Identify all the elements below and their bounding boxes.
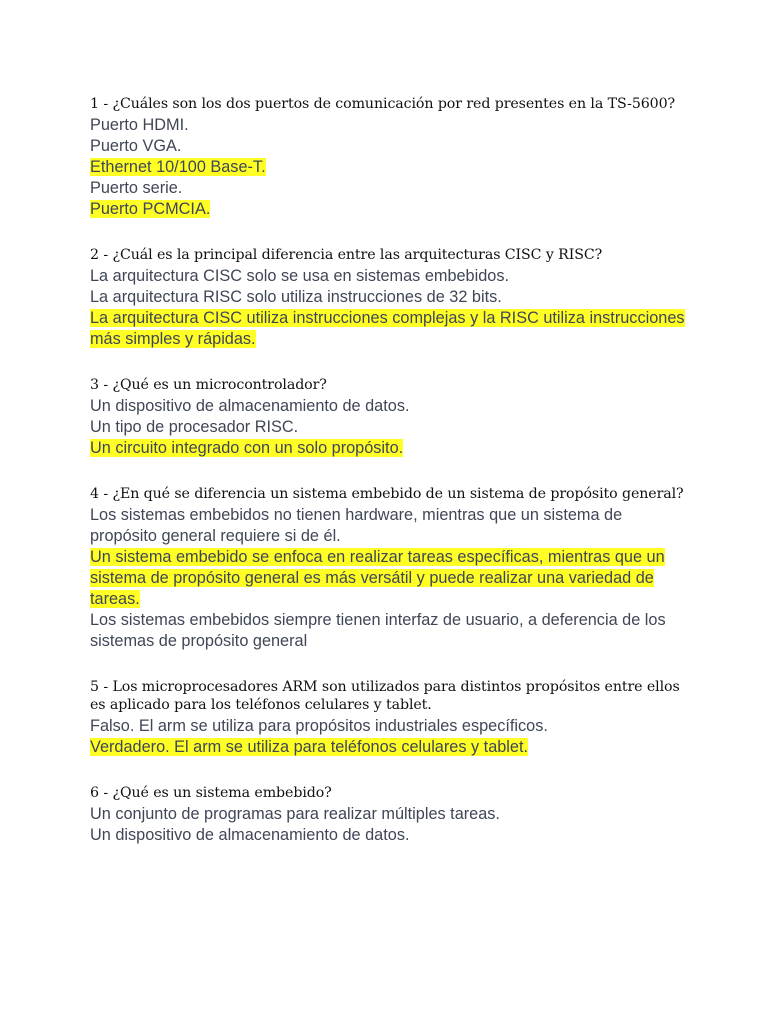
answer-option[interactable] — [90, 178, 690, 199]
answer-option-text: Un circuito integrado con un solo propósito. — [90, 439, 404, 457]
answer-option[interactable] — [90, 716, 690, 737]
answer-option-text: Un dispositivo de almacenamiento de datos. — [90, 826, 410, 844]
question-block-1 — [90, 95, 690, 220]
answer-options — [90, 505, 690, 652]
answer-option-highlighted[interactable] — [90, 438, 690, 459]
answer-option-highlighted[interactable] — [90, 157, 690, 178]
answer-option-highlighted[interactable] — [90, 199, 690, 220]
answer-option-highlighted[interactable] — [90, 737, 690, 758]
answer-option[interactable] — [90, 417, 690, 438]
answer-option-text: Ethernet 10/100 Base-T. — [90, 158, 266, 176]
answer-option-highlighted[interactable] — [90, 308, 690, 350]
answer-option[interactable] — [90, 115, 690, 136]
answer-option-text: Verdadero. El arm se utiliza para teléfonos celulares y tablet. — [90, 738, 529, 756]
document-page — [90, 95, 690, 872]
question-block-3 — [90, 376, 690, 459]
answer-options — [90, 266, 690, 350]
answer-option[interactable] — [90, 610, 690, 652]
question-block-5 — [90, 678, 690, 758]
question-block-2 — [90, 246, 690, 350]
answer-option-text: Puerto PCMCIA. — [90, 200, 211, 218]
answer-option-text: Un tipo de procesador RISC. — [90, 418, 299, 436]
answer-option[interactable] — [90, 505, 690, 547]
answer-option-text: Un dispositivo de almacenamiento de datos. — [90, 397, 410, 415]
answer-option[interactable] — [90, 136, 690, 157]
question-text: 1 - ¿Cuáles son los dos puertos de comunicación por red presentes en la TS-5600? — [90, 96, 676, 112]
answer-option[interactable] — [90, 396, 690, 417]
answer-options — [90, 115, 690, 220]
question-text: 5 - Los microprocesadores ARM son utilizados para distintos propósitos entre ellos es aplicado para los teléfonos celulares y tablet. — [90, 679, 680, 713]
answer-option-text: La arquitectura CISC utiliza instrucciones complejas y la RISC utiliza instrucciones más simples y rápidas. — [90, 309, 685, 348]
answer-option-text: Un conjunto de programas para realizar múltiples tareas. — [90, 805, 500, 823]
question-block-6 — [90, 784, 690, 846]
answer-option[interactable] — [90, 266, 690, 287]
answer-option-text: Puerto VGA. — [90, 137, 182, 155]
answer-option-highlighted[interactable] — [90, 547, 690, 610]
answer-option-text: La arquitectura CISC solo se usa en sistemas embebidos. — [90, 267, 510, 285]
answer-options — [90, 396, 690, 459]
answer-option-text: Puerto HDMI. — [90, 116, 189, 134]
answer-options — [90, 716, 690, 758]
answer-option-text: La arquitectura RISC solo utiliza instrucciones de 32 bits. — [90, 288, 502, 306]
answer-option-text: Falso. El arm se utiliza para propósitos industriales específicos. — [90, 717, 548, 735]
question-block-4 — [90, 485, 690, 652]
question-text: 4 - ¿En qué se diferencia un sistema embebido de un sistema de propósito general? — [90, 486, 684, 502]
answer-option[interactable] — [90, 825, 690, 846]
answer-option-text: Los sistemas embebidos siempre tienen interfaz de usuario, a deferencia de los sistemas de propósito general — [90, 611, 666, 650]
answer-options — [90, 804, 690, 846]
answer-option-text: Un sistema embebido se enfoca en realizar tareas específicas, mientras que un sistema de propósito general es más versátil y puede realizar una variedad de tareas. — [90, 548, 665, 608]
answer-option-text: Los sistemas embebidos no tienen hardware, mientras que un sistema de propósito general requiere si de él. — [90, 506, 623, 545]
question-text: 2 - ¿Cuál es la principal diferencia entre las arquitecturas CISC y RISC? — [90, 247, 603, 263]
answer-option[interactable] — [90, 287, 690, 308]
answer-option[interactable] — [90, 804, 690, 825]
question-text: 3 - ¿Qué es un microcontrolador? — [90, 377, 327, 393]
question-text: 6 - ¿Qué es un sistema embebido? — [90, 785, 332, 801]
answer-option-text: Puerto serie. — [90, 179, 183, 197]
